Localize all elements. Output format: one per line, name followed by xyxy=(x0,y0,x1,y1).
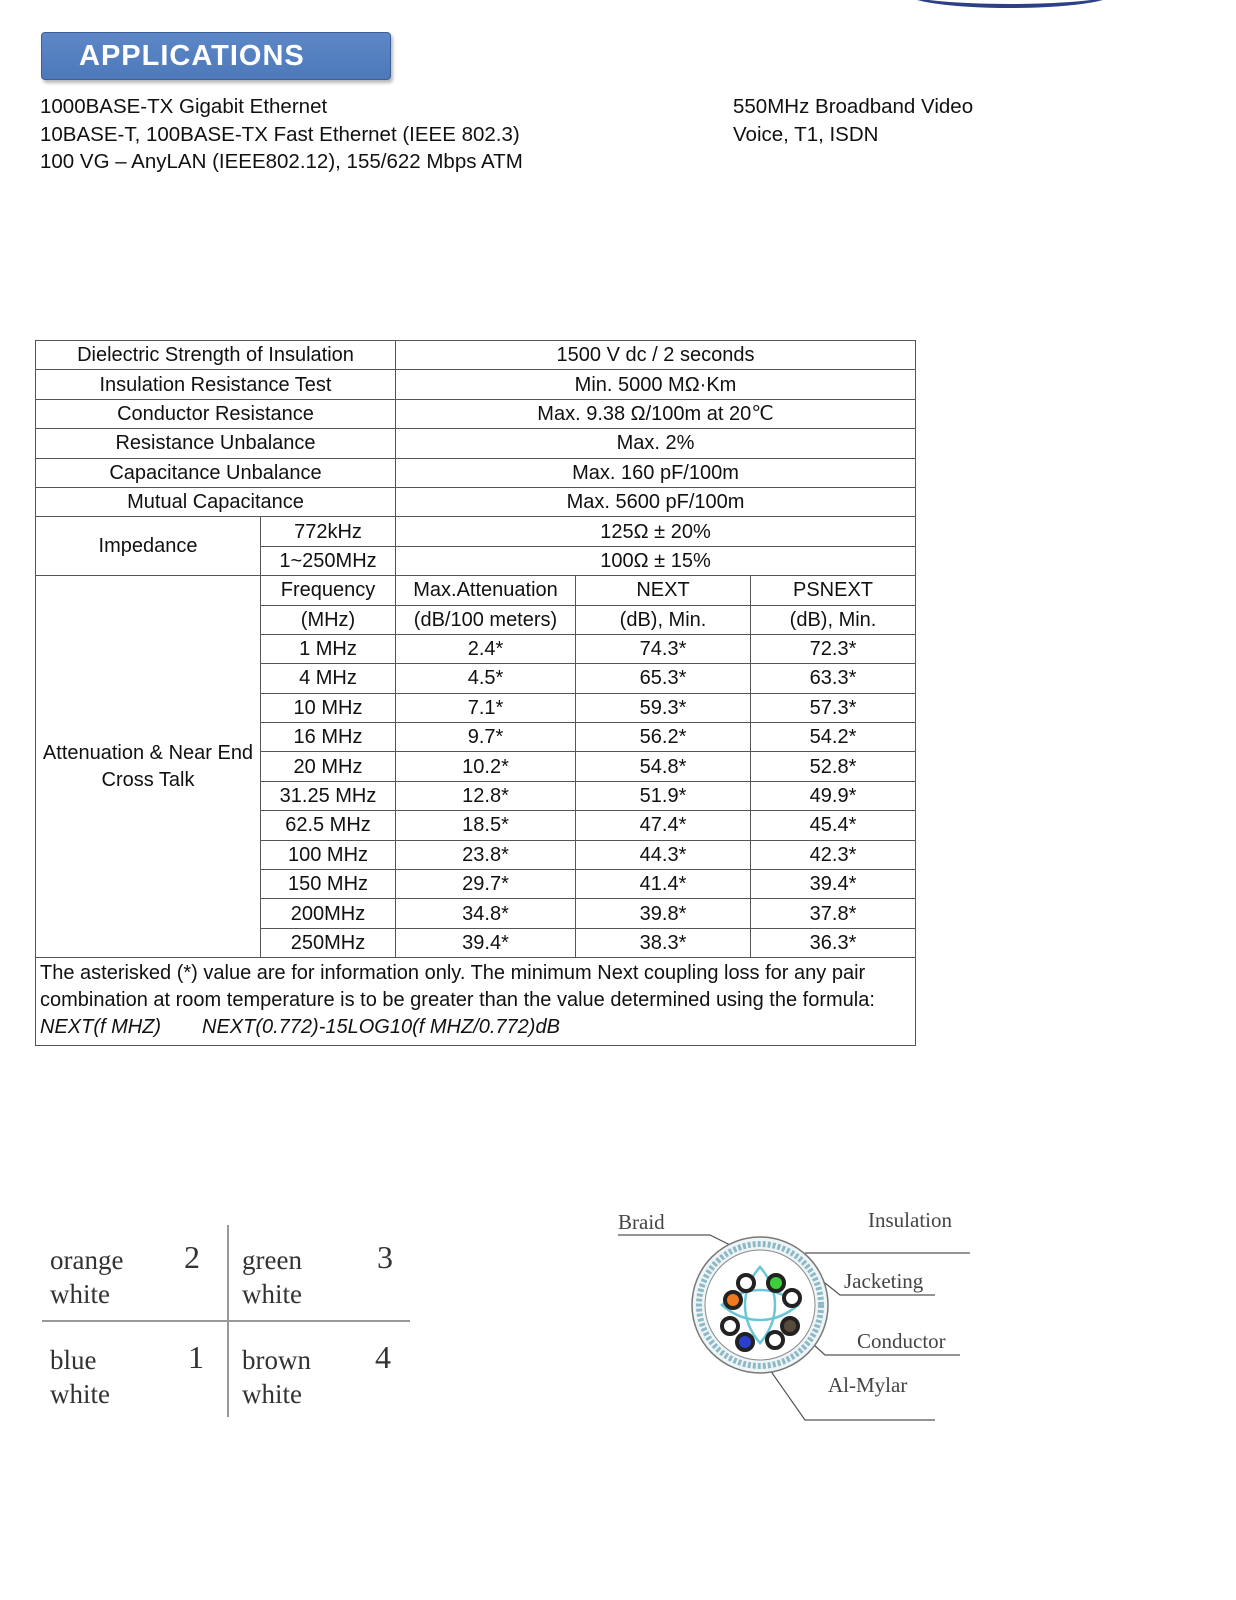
spec-value: Max. 2% xyxy=(396,429,916,458)
cable-diagram-svg xyxy=(600,1195,1000,1435)
frequency-cell: 150 MHz xyxy=(261,870,396,899)
frequency-cell: 20 MHz xyxy=(261,752,396,781)
psnext-cell: 37.8* xyxy=(751,899,916,928)
application-item: 100 VG – AnyLAN (IEEE802.12), 155/622 Mbps ATM xyxy=(40,150,523,173)
next-cell: 44.3* xyxy=(576,840,751,869)
attenuation-cell: 4.5* xyxy=(396,664,576,693)
attenuation-cell: 12.8* xyxy=(396,781,576,810)
psnext-cell: 52.8* xyxy=(751,752,916,781)
conductor-green xyxy=(768,1275,784,1291)
cable-cross-section-diagram xyxy=(600,1195,1000,1435)
psnext-cell: 45.4* xyxy=(751,811,916,840)
pair-color-label: orange xyxy=(50,1245,124,1275)
attenuation-cell: 9.7* xyxy=(396,723,576,752)
applications-list-left xyxy=(40,93,523,176)
spec-row xyxy=(36,370,916,399)
al-mylar-label: Al-Mylar xyxy=(828,1373,908,1397)
frequency-cell: 4 MHz xyxy=(261,664,396,693)
spec-row xyxy=(36,458,916,487)
conductor-blue xyxy=(737,1334,753,1350)
attenuation-cell: 34.8* xyxy=(396,899,576,928)
applications-list-right xyxy=(733,93,973,148)
psnext-cell: 49.9* xyxy=(751,781,916,810)
spec-value: Max. 5600 pF/100m xyxy=(396,487,916,516)
impedance-value: 100Ω ± 15% xyxy=(396,546,916,575)
psnext-cell: 42.3* xyxy=(751,840,916,869)
formula-right: NEXT(0.772)-15LOG10(f MHZ/0.772)dB xyxy=(202,1016,560,1039)
spec-label: Mutual Capacitance xyxy=(36,487,396,516)
spec-row xyxy=(36,487,916,516)
attenuation-cell: 39.4* xyxy=(396,928,576,957)
next-cell: 59.3* xyxy=(576,693,751,722)
pair-number: 2 xyxy=(184,1239,200,1275)
spec-label: Capacitance Unbalance xyxy=(36,458,396,487)
spec-value: Max. 160 pF/100m xyxy=(396,458,916,487)
psnext-cell: 63.3* xyxy=(751,664,916,693)
column-header: NEXT xyxy=(576,576,751,605)
table-note xyxy=(36,958,916,1046)
pair-color-label: blue xyxy=(50,1345,97,1375)
psnext-cell: 54.2* xyxy=(751,723,916,752)
column-header-unit: (dB/100 meters) xyxy=(396,605,576,634)
frequency-cell: 100 MHz xyxy=(261,840,396,869)
spec-value: 1500 V dc / 2 seconds xyxy=(396,341,916,370)
next-cell: 41.4* xyxy=(576,870,751,899)
attenuation-cell: 18.5* xyxy=(396,811,576,840)
next-cell: 74.3* xyxy=(576,634,751,663)
frequency-cell: 62.5 MHz xyxy=(261,811,396,840)
divider-horizontal xyxy=(42,1320,410,1322)
conductor-blue-white xyxy=(722,1318,738,1334)
impedance-frequency: 772kHz xyxy=(261,517,396,546)
psnext-cell: 57.3* xyxy=(751,693,916,722)
next-cell: 65.3* xyxy=(576,664,751,693)
logo-arc-fragment xyxy=(905,0,1115,8)
impedance-frequency: 1~250MHz xyxy=(261,546,396,575)
attenuation-cell: 2.4* xyxy=(396,634,576,663)
braid-label: Braid xyxy=(618,1210,665,1234)
pair-number: 3 xyxy=(377,1239,393,1275)
column-header: PSNEXT xyxy=(751,576,916,605)
spec-row xyxy=(36,429,916,458)
note-row xyxy=(36,958,916,1046)
attenuation-cell: 7.1* xyxy=(396,693,576,722)
application-item: 550MHz Broadband Video xyxy=(733,95,974,118)
column-header-unit: (dB), Min. xyxy=(751,605,916,634)
attenuation-label: Attenuation & Near End Cross Talk xyxy=(36,576,261,958)
formula-left: NEXT(f MHZ) xyxy=(40,1016,162,1039)
pair-sub-label: white xyxy=(50,1279,110,1309)
next-cell: 51.9* xyxy=(576,781,751,810)
formula xyxy=(40,1014,911,1041)
impedance-label: Impedance xyxy=(36,517,261,576)
conductor-brown xyxy=(782,1318,798,1334)
frequency-cell: 1 MHz xyxy=(261,634,396,663)
application-item: 10BASE-T, 100BASE-TX Fast Ethernet (IEEE 802.3) xyxy=(40,122,520,146)
column-header-unit: (MHz) xyxy=(261,605,396,634)
impedance-value: 125Ω ± 20% xyxy=(396,517,916,546)
applications-header: APPLICATIONS xyxy=(41,32,391,80)
spec-label: Resistance Unbalance xyxy=(36,429,396,458)
column-header: Frequency xyxy=(261,576,396,605)
psnext-cell: 72.3* xyxy=(751,634,916,663)
conductor-orange xyxy=(725,1292,741,1308)
pair-color-label: green xyxy=(242,1245,302,1275)
frequency-cell: 10 MHz xyxy=(261,693,396,722)
conductor-green-white xyxy=(784,1290,800,1306)
spec-row xyxy=(36,341,916,370)
pair-sub-label: white xyxy=(242,1279,302,1309)
pair-color-chart xyxy=(42,1225,412,1417)
braid-leader xyxy=(618,1235,740,1250)
attenuation-cell: 23.8* xyxy=(396,840,576,869)
conductor-brown-white xyxy=(767,1332,783,1348)
impedance-row xyxy=(36,517,916,546)
next-cell: 54.8* xyxy=(576,752,751,781)
column-header: Max.Attenuation xyxy=(396,576,576,605)
frequency-cell: 200MHz xyxy=(261,899,396,928)
pair-sub-label: white xyxy=(242,1379,302,1409)
frequency-cell: 250MHz xyxy=(261,928,396,957)
application-item: Voice, T1, ISDN xyxy=(733,122,879,146)
column-header-unit: (dB), Min. xyxy=(576,605,751,634)
specifications-table xyxy=(35,340,916,1046)
psnext-cell: 39.4* xyxy=(751,870,916,899)
pair-sub-label: white xyxy=(50,1379,110,1409)
spec-row xyxy=(36,399,916,428)
spec-label: Insulation Resistance Test xyxy=(36,370,396,399)
conductor-label: Conductor xyxy=(857,1329,946,1353)
insulation-label: Insulation xyxy=(868,1208,952,1232)
application-item: 1000BASE-TX Gigabit Ethernet xyxy=(40,95,328,118)
next-cell: 56.2* xyxy=(576,723,751,752)
next-cell: 38.3* xyxy=(576,928,751,957)
next-cell: 39.8* xyxy=(576,899,751,928)
attenuation-cell: 10.2* xyxy=(396,752,576,781)
spec-value: Max. 9.38 Ω/100m at 20℃ xyxy=(396,399,916,428)
spec-value: Min. 5000 MΩ·Km xyxy=(396,370,916,399)
pair-number: 4 xyxy=(375,1339,391,1375)
frequency-cell: 16 MHz xyxy=(261,723,396,752)
pair-color-label: brown xyxy=(242,1345,311,1375)
conductor-orange-white xyxy=(738,1275,754,1291)
attenuation-header-row xyxy=(36,576,916,605)
next-cell: 47.4* xyxy=(576,811,751,840)
jacketing-label: Jacketing xyxy=(844,1269,924,1293)
frequency-cell: 31.25 MHz xyxy=(261,781,396,810)
psnext-cell: 36.3* xyxy=(751,928,916,957)
note-text: The asterisked (*) value are for information only. The minimum Next coupling loss for any pair combination at room temperature is to be greater than the value determined using the formula: xyxy=(40,962,875,1012)
pair-number: 1 xyxy=(188,1339,204,1375)
spec-label: Dielectric Strength of Insulation xyxy=(36,341,396,370)
spec-label: Conductor Resistance xyxy=(36,399,396,428)
attenuation-cell: 29.7* xyxy=(396,870,576,899)
